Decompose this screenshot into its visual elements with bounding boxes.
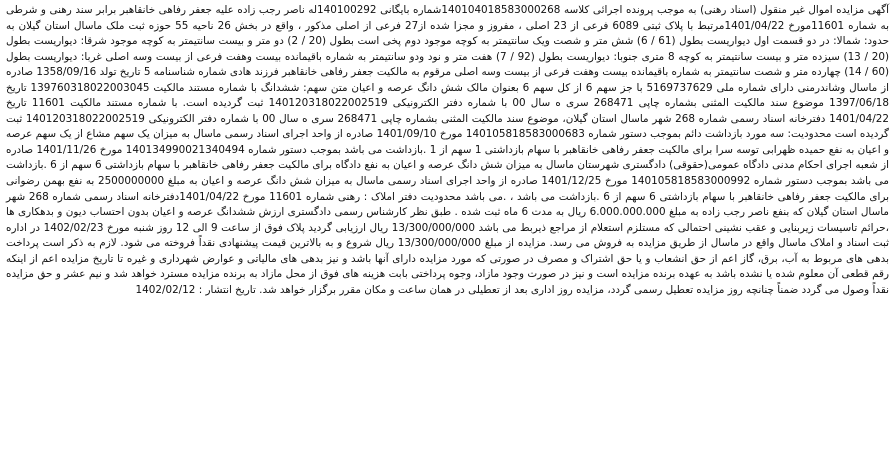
auction-notice-text: آگهی مزایده اموال غیر منقول (اسناد رهنی) به موجب پرونده اجرائی کلاسه 140104018583000268شماره بایگانی 140100292له ناصر رجب زاده علیه جعفر رفاهی خانقاهبر برابر سند رهنی و شرطی به شماره 11601مورخ 1401/04/22مرتبط با پلاک ثبتی 6089 فرعی از 23 اصلی ، مفروز و مجزا شده از27 فرعی از اصلی مذکور ، واقع در بخش 26 ناحیه 55 حوزه ثبت ملک ماسال استان گیلان به حدود: شمالا: در دو قسمت اول دیواریست بطول (61 / 6) شش متر و شصت ویک سانتیمتر به کوچه موجود دوم پخی است بطول (20 / 2) دو متر و بیست سانتیمتر به کوچه موجود شرقا: دیواریست بطول (20 / 13) سیزده متر و بیست سانتیمتر به کوچه 8 متری جنوبا: دیواریست بطول (92 / 7) هفت متر و نود ودو سانتیمتر به شماره باقیمانده بیست وهفت فرعی از بیست وسه اصلی غربا: دیواریست بطول (60 / 14) چهارده متر و شصت سانتیمتر به شماره باقیمانده بیست وهفت فرعی از بیست وسه اصلی مرقوم به مالکیت جعفر رفاهی خانقاهبر فرزند هادی شماره شناسنامه 5 تاریخ تولد 1358/09/16 صادره از ماسال وشاندرمنی دارای شماره ملی 5169737629 با جز سهم 6 از کل سهم 6 بعنوان مالک شش دانگ عرصه و اعیان متن سهم: ششدانگ با شماره مستند مالکیت 139760318022003045 تاریخ 1397/06/18 موضوع سند مالکیت المثنی بشماره چاپی 268471 سری ه سال 00 با شماره دفتر الکترونیکی 140120318022002519 ثبت گردیده است. با شماره مستند مالکیت 11601 تاریخ 1401/04/22 دفترخانه اسناد رسمی شماره 268 شهر ماسال استان گیلان، موضوع سند مالکیت المثنی بشماره چاپی 268471 سری ه سال 00 با شماره دفتر الکترونیکی 140120318022002519 ثبت گردیده است محدودیت: سه مورد بازداشت دائم بموجب دستور شماره 140105818583000683 مورخ 1401/09/10 صادره از واحد اجرای اسناد رسمی ماسال به میزان یک سهم مشاع از یک سهم عرصه و اعیان به نفع حمیده ظهرابی توسه سرا برای مالکیت جعفر رفاهی خانقاهبر با سهام بازداشتی 1 سهم از 1 .بازداشت می باشد بموجب دستور شماره 140134990021340494 مورخ 1401/11/26 صادره از شعبه اجرای احکام مدنی دادگاه عمومی(حقوقی) دادگستری شهرستان ماسال به میزان شش دانگ عرصه و اعیان به نفع دادگاه برای مالکیت جعفر رفاهی خانقاهبر با سهام بازداشتی 6 سهم از 6 .بازداشت می باشد بموجب دستور شماره 140105818583000992 مورخ 1401/12/25 صادره از واحد اجرای اسناد رسمی ماسال به میزان شش دانگ عرصه و اعیان به مبلغ 2500000000 به نفع بهمن رضوانی برای مالکیت جعفر رفاهی خانقاهبر با سهام بازداشتی 6 سهم از 6 .بازداشت می باشد ، .می باشد محدودیت دفتر املاک : رهنی شماره 11601 مورخ 1401/04/22دفترخانه اسناد رسمی شماره 268 شهر ماسال استان گیلان که بنفع ناصر رجب زاده به مبلغ 6.000.000.000 ریال به مدت 6 ماه ثبت شده . طبق نظر کارشناس رسمی دادگستری ارزش ششدانگ عرصه و اعیان بدون احتساب دیون و بدهکاری ها ،حرائم تاسیسات زیربنایی و عقب نشینی احتمالی که مستلزم استعلام از مراجع ذیربط می باشد 13/300/000/000 ریال ارزیابی گردید پلاک فوق از ساعت 9 الی 12 روز شنبه مورخ 1402/02/23 در اداره ثبت اسناد و املاک ماسال واقع در ماسال از طریق مزایده به فروش می رسد. مزایده از مبلغ 13/300/000/000 ریال شروع و به بالاترین قیمت پیشنهادی نقداً فروخته می شود. لازم به ذکر است پرداخت بدهی های مربوط به آب، برق، گاز اعم از حق انشعاب و یا حق اشتراک و مصرف در صورتی که مورد مزایده دارای آنها باشد و نیز بدهی های مالیاتی و عوارض شهرداری و غیره تا تاریخ مزایده اعم از اینکه رقم قطعی آن معلوم شده یا نشده باشد به عهده برنده مزایده است و نیز در صورت وجود مازاد، وجوه پرداختی بابت هزینه های فوق از محل مازاد به برنده مزایده مسترد خواهد شد و نیم عشر و حق مزایده نقداً وصول می گردد ضمناً چنانچه روز مزایده تعطیل رسمی گردد، مزایده روز اداری بعد از تعطیلی در همان ساعت و مکان مقرر برگزار خواهد شد. تاریخ انتشار : 1402/02/12 (6, 4, 890, 296)
